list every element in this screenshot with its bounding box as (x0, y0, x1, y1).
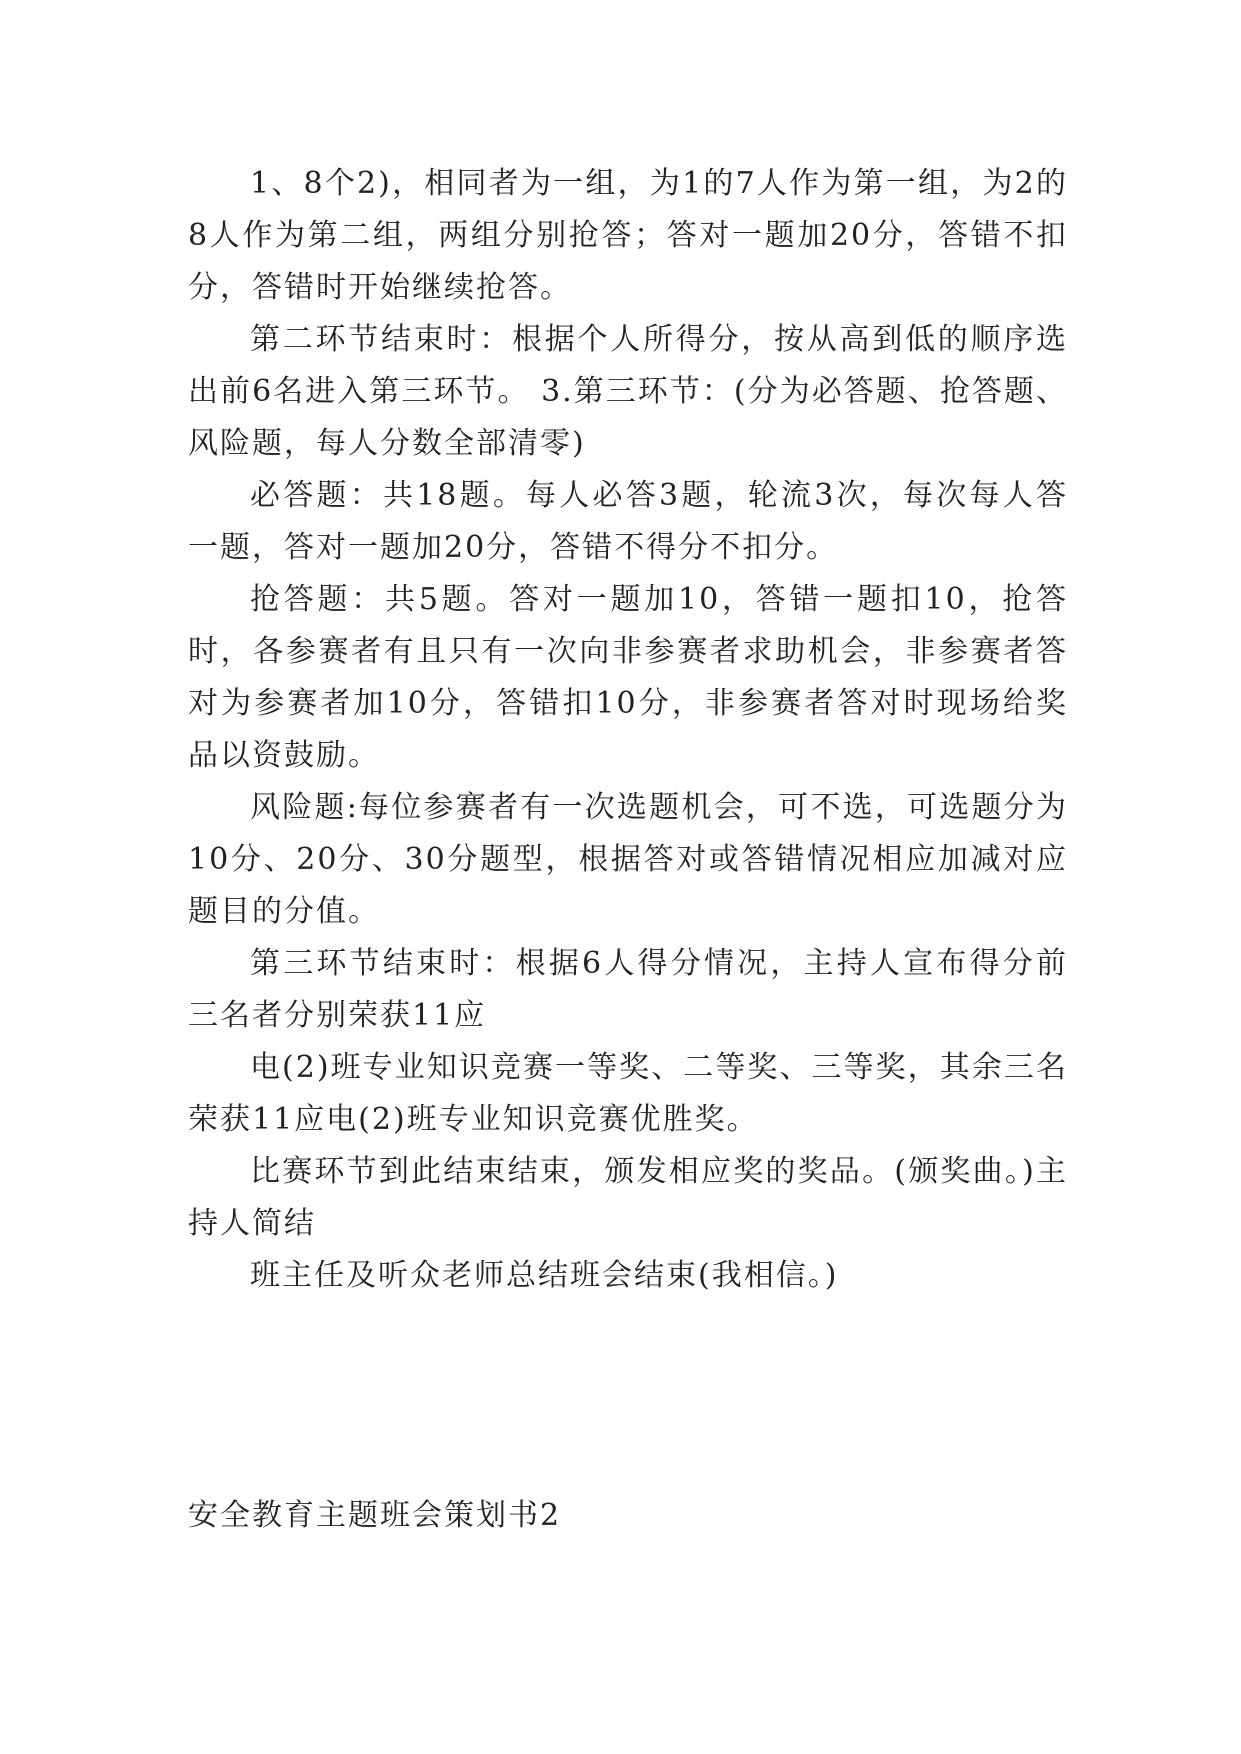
paragraph-round-two-end: 第二环节结束时：根据个人所得分，按从高到低的顺序选出前6名进入第三环节。 3.第三环节：(分为必答题、抢答题、风险题，每人分数全部清零) (188, 322, 1068, 461)
section-title: 安全教育主题班会策划书2 (188, 1498, 562, 1533)
paragraph-group-rules: 1、8个2)，相同者为一组，为1的7人作为第一组，为2的8人作为第二组，两组分别抢答；答对一题加20分，答错不扣分，答错时开始继续抢答。 (188, 166, 1068, 305)
paragraph-required-questions: 必答题：共18题。每人必答3题，轮流3次，每次每人答一题，答对一题加20分，答错不得分不扣分。 (188, 478, 1068, 565)
paragraph-closing: 班主任及听众老师总结班会结束(我相信。) (250, 1258, 839, 1293)
paragraph-round-three-end: 第三环节结束时：根据6人得分情况，主持人宣布得分前三名者分别荣获11应 (188, 946, 1068, 1033)
paragraph-ceremony: 比赛环节到此结束结束，颁发相应奖的奖品。(颁奖曲。)主持人简结 (188, 1154, 1068, 1241)
paragraph-awards: 电(2)班专业知识竞赛一等奖、二等奖、三等奖，其余三名荣获11应电(2)班专业知识竞赛优胜奖。 (188, 1050, 1068, 1137)
document-body (188, 158, 1068, 1302)
paragraph-buzzer-questions: 抢答题：共5题。答对一题加10，答错一题扣10，抢答时，各参赛者有且只有一次向非参赛者求助机会，非参赛者答对为参赛者加10分，答错扣10分，非参赛者答对时现场给奖品以资鼓励。 (188, 582, 1068, 773)
paragraph-risk-questions: 风险题:每位参赛者有一次选题机会，可不选，可选题分为10分、20分、30分题型，根据答对或答错情况相应加减对应题目的分值。 (188, 790, 1068, 929)
